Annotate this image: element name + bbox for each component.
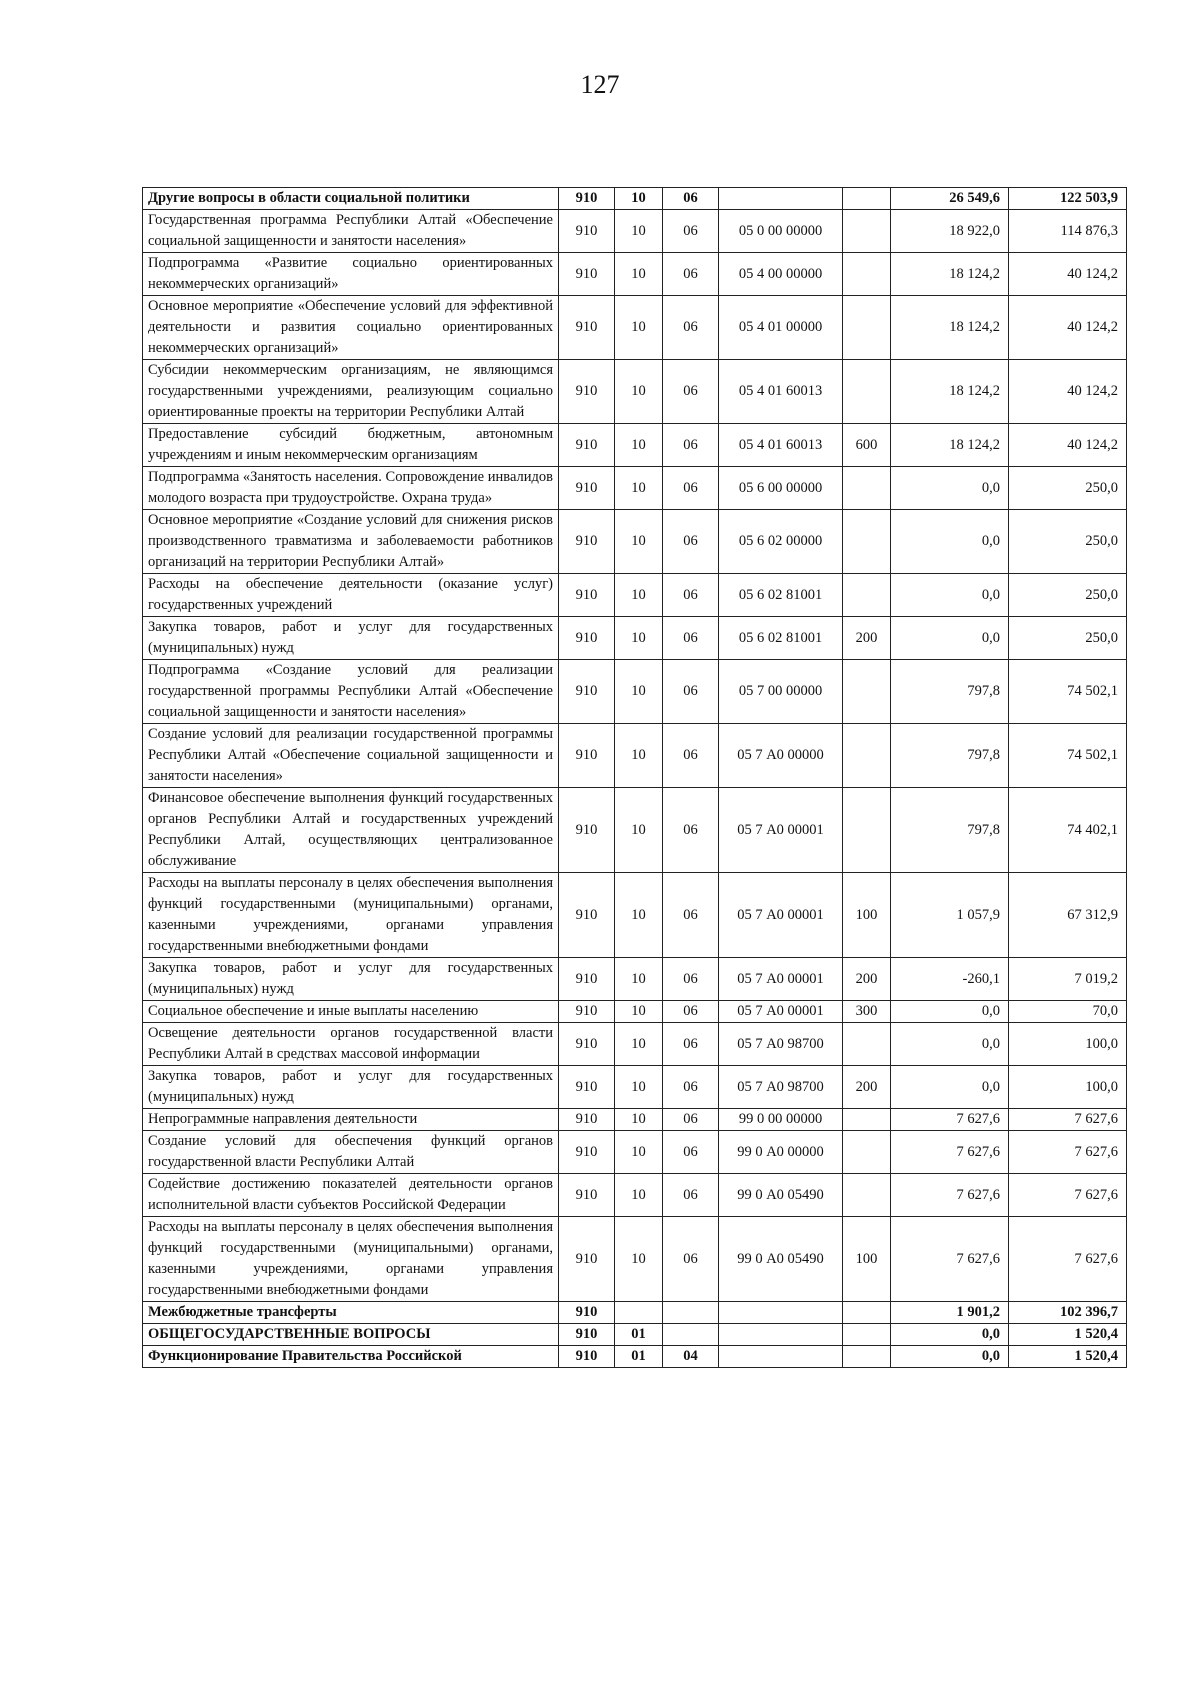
cell-admin-code: 910 [559, 574, 615, 617]
cell-target-article: 05 6 00 00000 [719, 467, 843, 510]
cell-subsection: 06 [663, 1131, 719, 1174]
table-row [143, 1023, 1127, 1066]
cell-subsection: 06 [663, 788, 719, 873]
cell-section: 10 [615, 1001, 663, 1023]
cell-name: Функционирование Правительства Российской [143, 1346, 559, 1368]
cell-amount-1: 0,0 [891, 1346, 1009, 1368]
cell-amount-2: 7 627,6 [1009, 1217, 1127, 1302]
table-row [143, 188, 1127, 210]
cell-expense-type: 300 [843, 1001, 891, 1023]
table-row [143, 574, 1127, 617]
cell-name: Закупка товаров, работ и услуг для государственных (муниципальных) нужд [143, 617, 559, 660]
table-row [143, 1346, 1127, 1368]
cell-subsection: 06 [663, 510, 719, 574]
cell-admin-code: 910 [559, 617, 615, 660]
cell-expense-type [843, 1302, 891, 1324]
cell-amount-1: 0,0 [891, 510, 1009, 574]
cell-subsection: 06 [663, 296, 719, 360]
cell-amount-1: 0,0 [891, 1324, 1009, 1346]
cell-amount-1: 7 627,6 [891, 1217, 1009, 1302]
cell-target-article: 05 7 00 00000 [719, 660, 843, 724]
cell-amount-2: 250,0 [1009, 574, 1127, 617]
cell-expense-type [843, 724, 891, 788]
cell-section: 10 [615, 1131, 663, 1174]
cell-section: 01 [615, 1324, 663, 1346]
cell-amount-2: 102 396,7 [1009, 1302, 1127, 1324]
table-row [143, 1302, 1127, 1324]
cell-name: Предоставление субсидий бюджетным, автономным учреждениям и иным некоммерческим организациям [143, 424, 559, 467]
cell-amount-2: 100,0 [1009, 1023, 1127, 1066]
cell-name: Другие вопросы в области социальной политики [143, 188, 559, 210]
cell-admin-code: 910 [559, 724, 615, 788]
cell-section: 10 [615, 360, 663, 424]
cell-expense-type [843, 574, 891, 617]
cell-subsection: 06 [663, 1001, 719, 1023]
page-number: 127 [580, 70, 620, 99]
table-row [143, 1324, 1127, 1346]
cell-admin-code: 910 [559, 424, 615, 467]
cell-target-article: 05 6 02 81001 [719, 574, 843, 617]
cell-admin-code: 910 [559, 660, 615, 724]
cell-target-article: 99 0 А0 05490 [719, 1174, 843, 1217]
cell-target-article: 99 0 00 00000 [719, 1109, 843, 1131]
cell-section: 10 [615, 467, 663, 510]
cell-target-article: 05 7 А0 98700 [719, 1066, 843, 1109]
table-row [143, 1174, 1127, 1217]
table-row [143, 1109, 1127, 1131]
cell-amount-1: 797,8 [891, 724, 1009, 788]
cell-subsection: 06 [663, 1066, 719, 1109]
cell-section: 10 [615, 724, 663, 788]
cell-section: 10 [615, 958, 663, 1001]
table-body [143, 188, 1127, 1368]
cell-section: 10 [615, 788, 663, 873]
table-row [143, 724, 1127, 788]
cell-amount-2: 114 876,3 [1009, 210, 1127, 253]
cell-amount-2: 74 402,1 [1009, 788, 1127, 873]
cell-section: 10 [615, 1109, 663, 1131]
cell-subsection: 06 [663, 660, 719, 724]
budget-table [142, 187, 1127, 1368]
cell-expense-type [843, 1174, 891, 1217]
cell-expense-type [843, 253, 891, 296]
cell-subsection: 06 [663, 724, 719, 788]
cell-amount-1: 0,0 [891, 617, 1009, 660]
cell-target-article: 05 6 02 81001 [719, 617, 843, 660]
table-row [143, 660, 1127, 724]
cell-admin-code: 910 [559, 1302, 615, 1324]
cell-name: Социальное обеспечение и иные выплаты населению [143, 1001, 559, 1023]
cell-amount-1: 0,0 [891, 574, 1009, 617]
cell-section: 10 [615, 1217, 663, 1302]
cell-subsection: 06 [663, 424, 719, 467]
cell-amount-2: 40 124,2 [1009, 424, 1127, 467]
cell-section: 10 [615, 873, 663, 958]
cell-amount-2: 250,0 [1009, 467, 1127, 510]
cell-section: 10 [615, 424, 663, 467]
table-row [143, 424, 1127, 467]
cell-admin-code: 910 [559, 1001, 615, 1023]
cell-name: Непрограммные направления деятельности [143, 1109, 559, 1131]
cell-amount-2: 100,0 [1009, 1066, 1127, 1109]
table-row [143, 1001, 1127, 1023]
cell-name: Создание условий для реализации государственной программы Республики Алтай «Обеспечение социальной защищенности и занятости населения» [143, 724, 559, 788]
cell-amount-2: 7 627,6 [1009, 1174, 1127, 1217]
cell-expense-type [843, 296, 891, 360]
cell-subsection: 04 [663, 1346, 719, 1368]
cell-amount-2: 40 124,2 [1009, 253, 1127, 296]
cell-expense-type: 200 [843, 1066, 891, 1109]
cell-section: 10 [615, 660, 663, 724]
cell-target-article: 05 4 01 60013 [719, 424, 843, 467]
table-row [143, 1066, 1127, 1109]
cell-section: 10 [615, 296, 663, 360]
cell-name: Закупка товаров, работ и услуг для государственных (муниципальных) нужд [143, 958, 559, 1001]
cell-amount-1: 7 627,6 [891, 1131, 1009, 1174]
cell-expense-type [843, 210, 891, 253]
cell-target-article [719, 1346, 843, 1368]
cell-admin-code: 910 [559, 1023, 615, 1066]
cell-subsection: 06 [663, 210, 719, 253]
table-row [143, 296, 1127, 360]
cell-subsection: 06 [663, 873, 719, 958]
cell-name: Подпрограмма «Занятость населения. Сопровождение инвалидов молодого возраста при трудоустройстве. Охрана труда» [143, 467, 559, 510]
cell-subsection: 06 [663, 574, 719, 617]
cell-target-article: 05 7 А0 00001 [719, 958, 843, 1001]
cell-subsection: 06 [663, 360, 719, 424]
cell-name: Основное мероприятие «Создание условий для снижения рисков производственного травматизма и заболеваемости работников организаций на территории Республики Алтай» [143, 510, 559, 574]
cell-name: Расходы на обеспечение деятельности (оказание услуг) государственных учреждений [143, 574, 559, 617]
cell-expense-type [843, 1109, 891, 1131]
cell-name: Расходы на выплаты персоналу в целях обеспечения выполнения функций государственными (муниципальными) органами, казенными учреждениями, органами управления государственными внебюджетными фондами [143, 1217, 559, 1302]
cell-target-article: 05 7 А0 00001 [719, 788, 843, 873]
cell-amount-2: 250,0 [1009, 510, 1127, 574]
cell-target-article: 05 7 А0 00001 [719, 873, 843, 958]
cell-target-article: 05 0 00 00000 [719, 210, 843, 253]
cell-amount-1: -260,1 [891, 958, 1009, 1001]
cell-section: 10 [615, 1174, 663, 1217]
cell-admin-code: 910 [559, 788, 615, 873]
cell-expense-type [843, 510, 891, 574]
cell-section: 10 [615, 188, 663, 210]
cell-amount-1: 0,0 [891, 1023, 1009, 1066]
cell-amount-2: 40 124,2 [1009, 296, 1127, 360]
cell-expense-type [843, 1131, 891, 1174]
cell-subsection: 06 [663, 188, 719, 210]
cell-amount-2: 74 502,1 [1009, 724, 1127, 788]
cell-amount-2: 40 124,2 [1009, 360, 1127, 424]
cell-admin-code: 910 [559, 958, 615, 1001]
cell-amount-1: 0,0 [891, 1001, 1009, 1023]
cell-target-article [719, 1302, 843, 1324]
cell-admin-code: 910 [559, 188, 615, 210]
cell-amount-1: 18 922,0 [891, 210, 1009, 253]
cell-target-article: 05 4 01 00000 [719, 296, 843, 360]
cell-admin-code: 910 [559, 1217, 615, 1302]
table-row [143, 1217, 1127, 1302]
cell-admin-code: 910 [559, 1324, 615, 1346]
table-row [143, 253, 1127, 296]
table-row [143, 510, 1127, 574]
cell-expense-type [843, 467, 891, 510]
cell-subsection: 06 [663, 617, 719, 660]
cell-expense-type: 200 [843, 958, 891, 1001]
cell-subsection: 06 [663, 958, 719, 1001]
cell-name: Подпрограмма «Создание условий для реализации государственной программы Республики Алтай «Обеспечение социальной защищенности и занятости населения» [143, 660, 559, 724]
cell-section [615, 1302, 663, 1324]
cell-amount-2: 7 627,6 [1009, 1131, 1127, 1174]
cell-amount-1: 0,0 [891, 467, 1009, 510]
cell-amount-1: 18 124,2 [891, 253, 1009, 296]
cell-target-article: 05 7 А0 98700 [719, 1023, 843, 1066]
cell-name: Содействие достижению показателей деятельности органов исполнительной власти субъектов Российской Федерации [143, 1174, 559, 1217]
cell-amount-1: 1 057,9 [891, 873, 1009, 958]
cell-target-article [719, 188, 843, 210]
cell-subsection: 06 [663, 1023, 719, 1066]
cell-subsection [663, 1302, 719, 1324]
table-row [143, 958, 1127, 1001]
cell-target-article: 99 0 А0 00000 [719, 1131, 843, 1174]
cell-name: Межбюджетные трансферты [143, 1302, 559, 1324]
cell-amount-2: 67 312,9 [1009, 873, 1127, 958]
cell-expense-type [843, 1324, 891, 1346]
cell-section: 10 [615, 1066, 663, 1109]
cell-expense-type: 200 [843, 617, 891, 660]
cell-admin-code: 910 [559, 296, 615, 360]
cell-section: 10 [615, 210, 663, 253]
cell-admin-code: 910 [559, 510, 615, 574]
cell-amount-2: 1 520,4 [1009, 1324, 1127, 1346]
cell-admin-code: 910 [559, 1066, 615, 1109]
cell-name: Освещение деятельности органов государственной власти Республики Алтай в средствах массовой информации [143, 1023, 559, 1066]
table-row [143, 210, 1127, 253]
cell-expense-type [843, 360, 891, 424]
cell-subsection [663, 1324, 719, 1346]
cell-expense-type [843, 188, 891, 210]
cell-amount-2: 1 520,4 [1009, 1346, 1127, 1368]
cell-admin-code: 910 [559, 873, 615, 958]
cell-expense-type: 100 [843, 1217, 891, 1302]
cell-amount-1: 1 901,2 [891, 1302, 1009, 1324]
cell-amount-2: 74 502,1 [1009, 660, 1127, 724]
cell-amount-2: 70,0 [1009, 1001, 1127, 1023]
cell-expense-type [843, 660, 891, 724]
cell-subsection: 06 [663, 1174, 719, 1217]
cell-target-article: 99 0 А0 05490 [719, 1217, 843, 1302]
cell-name: Закупка товаров, работ и услуг для государственных (муниципальных) нужд [143, 1066, 559, 1109]
cell-name: Создание условий для обеспечения функций органов государственной власти Республики Алтай [143, 1131, 559, 1174]
cell-amount-1: 0,0 [891, 1066, 1009, 1109]
cell-target-article [719, 1324, 843, 1346]
cell-subsection: 06 [663, 253, 719, 296]
cell-name: Финансовое обеспечение выполнения функций государственных органов Республики Алтай и государственных учреждений Республики Алтай, осуществляющих централизованное обслуживание [143, 788, 559, 873]
cell-amount-2: 7 627,6 [1009, 1109, 1127, 1131]
cell-name: Государственная программа Республики Алтай «Обеспечение социальной защищенности и занятости населения» [143, 210, 559, 253]
cell-amount-1: 7 627,6 [891, 1109, 1009, 1131]
cell-name: Подпрограмма «Развитие социально ориентированных некоммерческих организаций» [143, 253, 559, 296]
cell-name: Субсидии некоммерческим организациям, не являющимся государственными учреждениями, реализующим социально ориентированные проекты на территории Республики Алтай [143, 360, 559, 424]
cell-section: 01 [615, 1346, 663, 1368]
cell-subsection: 06 [663, 1217, 719, 1302]
cell-amount-1: 18 124,2 [891, 360, 1009, 424]
cell-target-article: 05 7 А0 00000 [719, 724, 843, 788]
cell-expense-type [843, 788, 891, 873]
table-row [143, 1131, 1127, 1174]
table-row [143, 617, 1127, 660]
table-row [143, 788, 1127, 873]
table-row [143, 360, 1127, 424]
cell-section: 10 [615, 1023, 663, 1066]
cell-name: ОБЩЕГОСУДАРСТВЕННЫЕ ВОПРОСЫ [143, 1324, 559, 1346]
cell-admin-code: 910 [559, 1109, 615, 1131]
cell-subsection: 06 [663, 467, 719, 510]
cell-section: 10 [615, 574, 663, 617]
cell-expense-type [843, 1023, 891, 1066]
cell-amount-1: 18 124,2 [891, 424, 1009, 467]
cell-target-article: 05 4 00 00000 [719, 253, 843, 296]
cell-admin-code: 910 [559, 360, 615, 424]
cell-admin-code: 910 [559, 1174, 615, 1217]
cell-section: 10 [615, 510, 663, 574]
cell-expense-type: 600 [843, 424, 891, 467]
cell-amount-2: 122 503,9 [1009, 188, 1127, 210]
cell-admin-code: 910 [559, 1346, 615, 1368]
cell-target-article: 05 4 01 60013 [719, 360, 843, 424]
cell-subsection: 06 [663, 1109, 719, 1131]
cell-amount-1: 7 627,6 [891, 1174, 1009, 1217]
cell-target-article: 05 7 А0 00001 [719, 1001, 843, 1023]
cell-amount-2: 250,0 [1009, 617, 1127, 660]
cell-target-article: 05 6 02 00000 [719, 510, 843, 574]
table-row [143, 873, 1127, 958]
cell-amount-2: 7 019,2 [1009, 958, 1127, 1001]
cell-amount-1: 26 549,6 [891, 188, 1009, 210]
cell-admin-code: 910 [559, 253, 615, 296]
cell-name: Расходы на выплаты персоналу в целях обеспечения выполнения функций государственными (муниципальными) органами, казенными учреждениями, органами управления государственными внебюджетными фондами [143, 873, 559, 958]
cell-amount-1: 797,8 [891, 660, 1009, 724]
cell-amount-1: 797,8 [891, 788, 1009, 873]
cell-admin-code: 910 [559, 210, 615, 253]
cell-expense-type [843, 1346, 891, 1368]
cell-admin-code: 910 [559, 1131, 615, 1174]
table-row [143, 467, 1127, 510]
cell-section: 10 [615, 253, 663, 296]
cell-admin-code: 910 [559, 467, 615, 510]
cell-section: 10 [615, 617, 663, 660]
cell-amount-1: 18 124,2 [891, 296, 1009, 360]
cell-name: Основное мероприятие «Обеспечение условий для эффективной деятельности и развития социально ориентированных некоммерческих организаций» [143, 296, 559, 360]
cell-expense-type: 100 [843, 873, 891, 958]
